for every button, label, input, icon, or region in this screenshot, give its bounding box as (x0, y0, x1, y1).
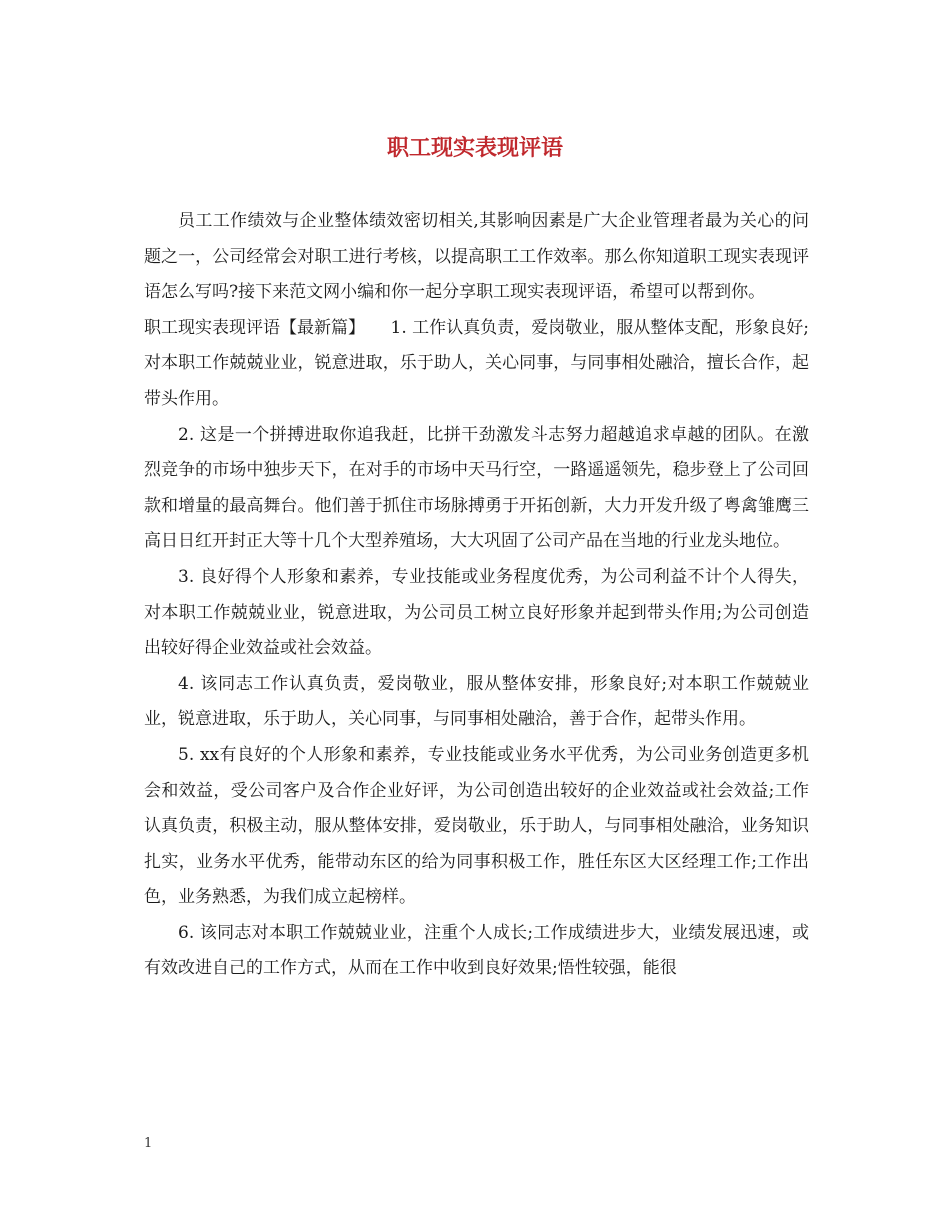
paragraph-item-6: 6. 该同志对本职工作兢兢业业，注重个人成长;工作成绩进步大，业绩发展迅速，或有效改进自己的工作方式，从而在工作中收到良好效果;悟性较强，能很 (144, 922, 809, 979)
paragraph-item-1: 职工现实表现评语【最新篇】 1. 工作认真负责，爱岗敬业，服从整体支配，形象良好;对本职工作兢兢业业，锐意进取，乐于助人，关心同事，与同事相处融洽，擅长合作，起带头作用。 (144, 317, 809, 409)
intro-paragraph: 员工工作绩效与企业整体绩效密切相关,其影响因素是广大企业管理者最为关心的问题之一，公司经常会对职工进行考核，以提高职工工作效率。那么你知道职工现实表现评语怎么写吗?接下来范文网小编和你一起分享职工现实表现评语，希望可以帮到你。 (144, 211, 809, 303)
paragraph-item-4: 4. 该同志工作认真负责，爱岗敬业，服从整体安排，形象良好;对本职工作兢兢业业，锐意进取，乐于助人，关心同事，与同事相处融洽，善于合作，起带头作用。 (144, 673, 809, 730)
paragraph-item-5: 5. xx有良好的个人形象和素养，专业技能或业务水平优秀，为公司业务创造更多机会和效益，受公司客户及合作企业好评，为公司创造出较好的企业效益或社会效益;工作认真负责，积极主动，服从整体安排，爱岗敬业，乐于助人，与同事相处融洽，业务知识扎实，业务水平优秀，能带动东区的给为同事积极工作，胜任东区大区经理工作;工作出色，业务熟悉，为我们成立起榜样。 (144, 744, 809, 908)
document-body (144, 204, 809, 987)
document-title: 职工现实表现评语 (386, 135, 563, 161)
paragraph-item-2: 2. 这是一个拼搏进取你追我赶，比拼干劲激发斗志努力超越追求卓越的团队。在激烈竞争的市场中独步天下，在对手的市场中天马行空，一路遥遥领先，稳步登上了公司回款和增量的最高舞台。他们善于抓住市场脉搏勇于开拓创新，大力开发升级了粤禽雏鹰三高日日红开封正大等十几个大型养殖场，大大巩固了公司产品在当地的行业龙头地位。 (144, 424, 809, 552)
page-number: 1 (144, 1136, 153, 1151)
paragraph-item-3: 3. 良好得个人形象和素养，专业技能或业务程度优秀，为公司利益不计个人得失，对本职工作兢兢业业，锐意进取，为公司员工树立良好形象并起到带头作用;为公司创造出较好得企业效益或社会效益。 (144, 566, 809, 659)
